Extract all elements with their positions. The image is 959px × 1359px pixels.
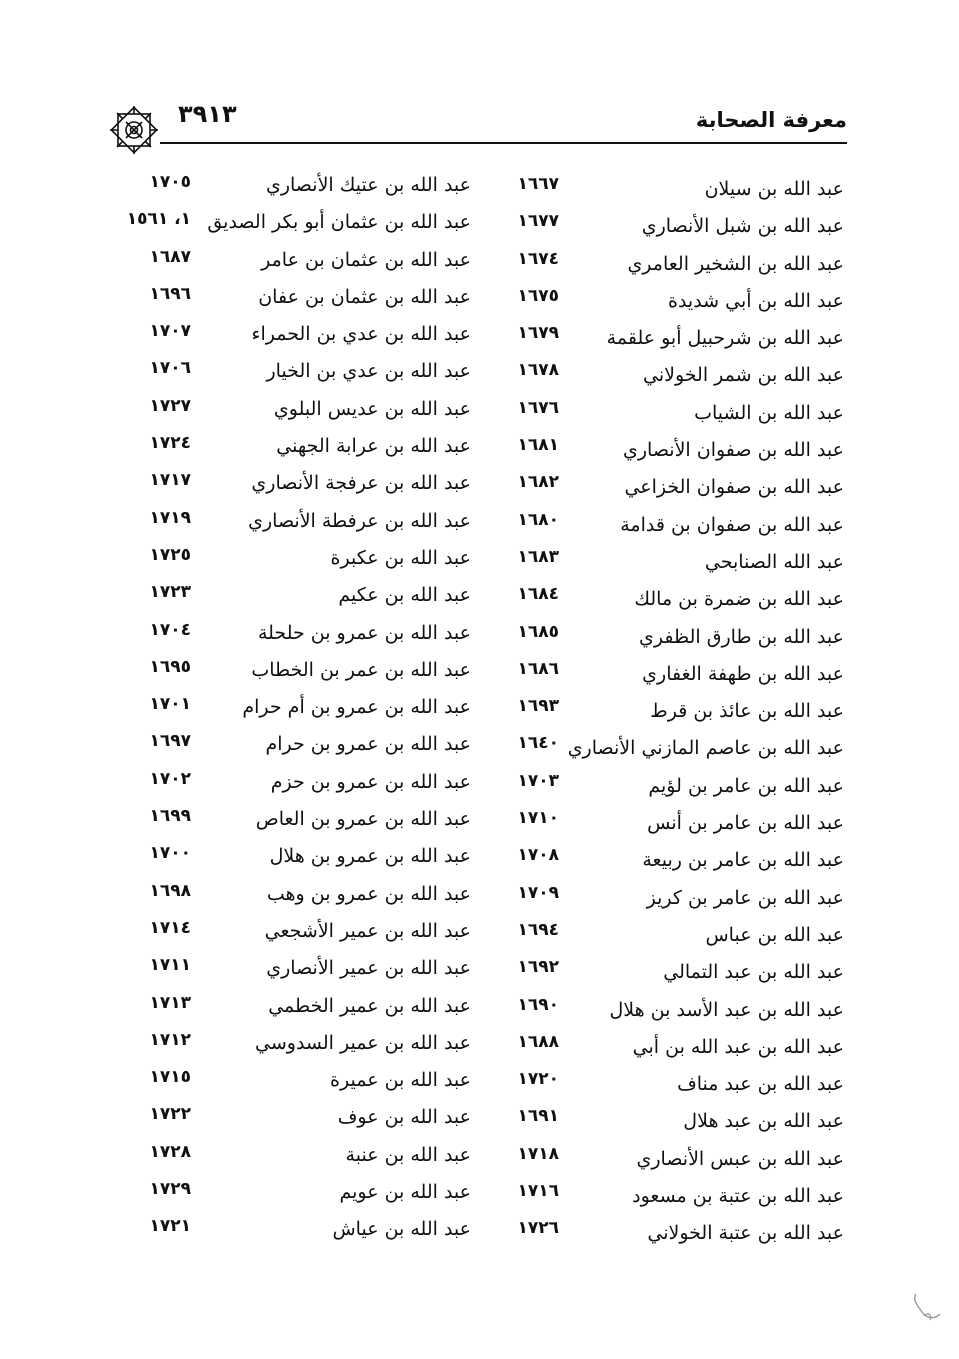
index-row [0,358,959,395]
entry-number-right: ١٧٠٩ [517,882,559,903]
entry-name-right: عبد الله بن عبس الأنصاري [636,1147,844,1170]
entry-name-left: عبد الله بن عدي بن الحمراء [251,323,471,346]
entry-name-left: عبد الله بن عميرة [330,1069,471,1092]
entry-number-left: ١٧١٣ [149,992,191,1013]
index-row [0,284,959,321]
entry-name-left: عبد الله بن عمير السدوسي [255,1031,471,1054]
entry-number-left: ١٦٩٨ [149,880,191,901]
entry-number-left: ١٧١٤ [149,917,191,938]
entry-name-left: عبد الله بن عرابة الجهني [276,435,471,458]
entry-name-left: عبد الله بن عمير الأنصاري [266,957,471,980]
entry-number-right: ١٦٧٨ [517,360,559,381]
entry-number-left: ١٧١٧ [149,470,191,491]
entry-number-left: ١٧٢٨ [149,1141,191,1162]
entry-number-right: ١٧١٠ [517,808,559,829]
entry-name-right: عبد الله بن عبد الله بن أبي [632,1035,844,1058]
entry-name-left: عبد الله بن عثمان بن عفان [258,285,471,308]
entry-number-left: ١٧١٢ [149,1029,191,1050]
index-row [0,694,959,731]
entry-name-right: عبد الله بن عبد هلال [683,1110,844,1133]
entry-number-right: ١٧٢٦ [517,1218,559,1239]
entry-number-left: ١٦٩٩ [149,806,191,827]
entry-number-right: ١٦٤٠ [517,733,559,754]
index-row [0,545,959,582]
index-row [0,433,959,470]
entry-name-right: عبد الله بن عامر بن ربيعة [642,849,844,872]
entry-number-right: ١٦٨٢ [517,472,559,493]
entry-name-left: عبد الله بن عمرو بن أم حرام [242,696,471,719]
entry-name-left: عبد الله بن عمر بن الخطاب [251,658,471,681]
index-row [0,881,959,918]
entry-name-left: عبد الله بن عمير الأشجعي [264,919,471,942]
index-row [0,1067,959,1104]
entry-name-left: عبد الله بن عمير الخطمي [268,994,471,1017]
entry-name-right: عبد الله بن عائذ بن قرط [650,700,844,723]
index-row [0,1030,959,1067]
entry-number-right: ١٦٦٧ [517,174,559,194]
entry-name-right: عبد الله بن عتبة الخولاني [647,1222,844,1245]
entry-number-left: ١٧٢٧ [149,395,191,416]
index-row [0,955,959,992]
entry-number-right: ١٦٨١ [517,435,559,456]
index-row [0,918,959,955]
index-row [0,620,959,657]
entry-name-left: عبد الله بن عكبرة [330,546,471,569]
entry-number-left: ١٧٠٠ [149,843,191,864]
entry-name-right: عبد الله بن سيلان [704,178,844,200]
entry-name-right: عبد الله بن صفوان الخزاعي [624,476,844,499]
entry-name-right: عبد الله بن طهفة الغفاري [642,662,844,685]
entry-number-left: ١٦٩٧ [149,731,191,752]
entry-number-left: ١٧٢٢ [149,1104,191,1125]
entry-number-left: ١٧١٩ [149,507,191,528]
entry-number-left: ١٧٢٩ [149,1179,191,1200]
entry-name-right: عبد الله بن طارق الظفري [639,625,844,648]
entry-number-right: ١٧٠٣ [517,770,559,791]
entry-number-left: ١٧٢١ [149,1216,191,1237]
entry-number-left: ١٧٠١ [149,694,191,715]
pen-mark-icon [910,1290,946,1326]
entry-name-left: عبد الله بن عمرو بن وهب [266,882,471,905]
entry-name-left: عبد الله بن عكيم [338,584,471,607]
index-row [0,470,959,507]
entry-number-left: ١٧٢٣ [149,582,191,603]
entry-number-right: ١٦٨٨ [517,1031,559,1052]
entry-number-right: ١٦٨٥ [517,621,559,642]
entry-name-right: عبد الله بن شبل الأنصاري [641,215,844,238]
entry-number-left: ١٧٠٥ [149,172,191,192]
entry-name-right: عبد الله بن عاصم المازني الأنصاري [567,737,844,760]
entry-name-right: عبد الله بن الشياب [694,401,844,424]
entry-number-left: ١٧٠٦ [149,358,191,379]
entry-number-left: ١٧٢٥ [149,544,191,565]
index-row [0,209,959,246]
eight-point-star-ornament-icon [104,100,164,160]
entry-number-right: ١٦٨٦ [517,658,559,679]
index-row [0,1142,959,1179]
entry-name-right: عبد الله بن عتبة بن مسعود [632,1185,844,1208]
entry-number-left: ١، ١٥٦١ [126,209,191,230]
index-row [0,508,959,545]
index-row [0,769,959,806]
entry-number-right: ١٦٨٣ [517,546,559,567]
index-row [0,396,959,433]
index-row [0,321,959,358]
entry-name-left: عبد الله بن عمرو بن حرام [265,733,471,756]
entry-name-right: عبد الله بن عامر بن أنس [647,812,844,835]
entry-name-left: عبد الله بن عرفطة الأنصاري [248,509,471,532]
entry-name-right: عبد الله بن ضمرة بن مالك [634,588,844,611]
entry-name-right: عبد الله بن الشخير العامري [627,252,844,275]
entry-name-left: عبد الله بن عثمان بن عامر [261,248,471,271]
entry-name-right: عبد الله بن شمر الخولاني [643,364,844,387]
entry-number-left: ١٧٠٢ [149,768,191,789]
entry-number-right: ١٦٩٣ [517,696,559,717]
entry-name-right: عبد الله بن صفوان بن قدامة [620,513,844,536]
entry-number-right: ١٦٨٠ [517,509,559,530]
entry-number-right: ١٧٠٨ [517,845,559,866]
entry-name-left: عبد الله بن عياش [332,1218,471,1241]
entry-name-right: عبد الله الصنابحي [704,550,844,573]
entry-name-right: عبد الله بن شرحبيل أبو علقمة [606,327,844,350]
entry-name-left: عبد الله بن عمرو بن حزم [270,770,471,793]
entry-name-right: عبد الله بن عبد التمالي [663,961,844,984]
entry-name-left: عبد الله بن عدي بن الخيار [266,360,471,383]
entry-number-left: ١٧٠٧ [149,321,191,342]
entry-name-left: عبد الله بن عديس البلوي [273,397,471,420]
entry-name-left: عبد الله بن عرفجة الأنصاري [251,472,471,495]
entry-name-left: عبد الله بن عنبة [345,1143,471,1166]
entry-number-right: ١٧١٨ [517,1143,559,1164]
index-row [0,1179,959,1216]
entry-number-right: ١٦٧٤ [517,248,559,269]
index-row [0,172,959,209]
entry-name-right: عبد الله بن صفوان الأنصاري [622,439,844,462]
entry-name-right: عبد الله بن عامر بن كريز [646,886,844,909]
entry-name-left: عبد الله بن عمرو بن العاص [255,808,471,831]
entry-number-right: ١٦٩١ [517,1106,559,1127]
entry-number-left: ١٦٩٦ [149,283,191,304]
entry-number-right: ١٦٧٧ [517,211,559,232]
entry-name-right: عبد الله بن أبي شديدة [667,289,844,312]
entry-number-left: ١٧٢٤ [149,433,191,454]
index-row [0,843,959,880]
entry-name-left: عبد الله بن عوف [337,1106,471,1129]
index-row [0,247,959,284]
entry-name-left: عبد الله بن عتيك الأنصاري [265,174,471,196]
index-row [0,1104,959,1141]
entry-number-right: ١٦٩٢ [517,957,559,978]
entry-name-right: عبد الله بن عبد مناف [677,1073,844,1096]
entry-number-right: ١٦٧٥ [517,285,559,306]
index-row [0,806,959,843]
entry-name-left: عبد الله بن عويم [339,1181,471,1204]
entry-name-right: عبد الله بن عباس [705,923,844,946]
entry-number-left: ١٧٠٤ [149,619,191,640]
entry-number-right: ١٦٨٤ [517,584,559,605]
index-row [0,582,959,619]
page-number: ٣٩١٣ [178,100,237,128]
entry-name-right: عبد الله بن عامر بن لؤيم [648,774,844,797]
index-row [0,1216,959,1253]
entry-name-right: عبد الله بن عبد الأسد بن هلال [609,998,844,1021]
entry-name-left: عبد الله بن عمرو بن حلحلة [257,621,471,644]
entry-number-right: ١٦٩٤ [517,919,559,940]
entry-number-right: ١٧٢٠ [517,1069,559,1090]
index-entries [0,172,959,1254]
index-row [0,731,959,768]
entry-number-right: ١٦٩٠ [517,994,559,1015]
entry-number-left: ١٧١٥ [149,1067,191,1088]
index-row [0,993,959,1030]
entry-number-left: ١٧١١ [149,955,191,976]
entry-name-left: عبد الله بن عمرو بن هلال [269,845,471,868]
running-title: معرفة الصحابة [695,108,847,132]
entry-number-right: ١٦٧٩ [517,323,559,344]
entry-number-left: ١٦٩٥ [149,656,191,677]
entry-number-left: ١٦٨٧ [149,246,191,267]
entry-number-right: ١٧١٦ [517,1181,559,1202]
index-row [0,657,959,694]
entry-name-left: عبد الله بن عثمان أبو بكر الصديق [207,211,471,234]
header-rule [160,142,847,144]
entry-number-right: ١٦٧٦ [517,397,559,418]
